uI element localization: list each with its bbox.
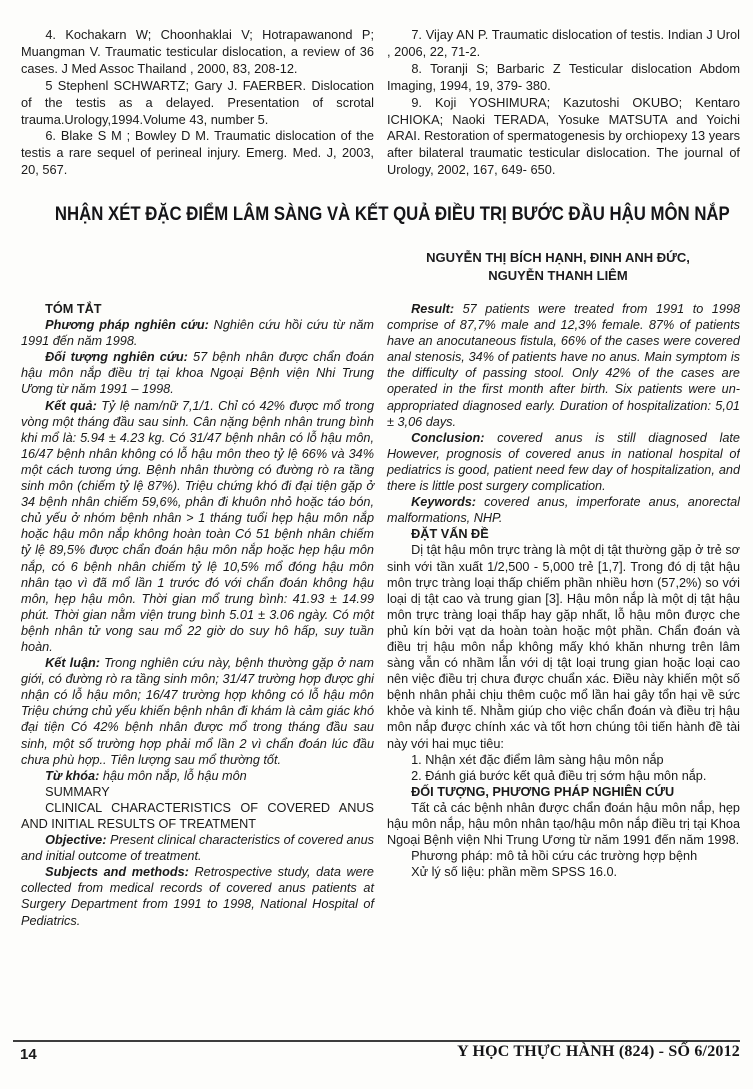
references-section [21, 27, 740, 179]
objective-item: 2. Đánh giá bước kết quả điều trị sớm hậu môn nắp. [411, 768, 707, 783]
right-column [387, 301, 740, 1038]
paragraph-lead: Conclusion: [411, 430, 485, 445]
paragraph-text: Retrospective study, data were collected from medical records of covered anus patients at Surgery Department from 1991 to 1998, National Hospital of Pediatrics. [21, 865, 374, 928]
references-left-column [21, 27, 374, 179]
abstract-paragraph-keywords [21, 768, 374, 784]
reference-item: 9. Koji YOSHIMURA; Kazutoshi OKUBO; Kentaro ICHIOKA; Naoki TERADA, Yosuke MATSUTA and Yoichi ARAI. Restoration of spermatogenesis by orchiopexy 13 years after bilateral traumatic testicular dislocation. The journal of Urology, 2002, 167, 649- 650. [387, 94, 740, 178]
abstract-paragraph-subjects [21, 349, 374, 397]
reference-item: 5 Stephenl SCHWARTZ; Gary J. FAERBER. Dislocation of the testis as a delayed. Presentation of scrotal trauma.Urology,1994.Volume 43, number 5. [21, 77, 374, 127]
paragraph-text: Nghiên cứu hồi cứu từ năm 1991 đến năm 1998. [21, 318, 375, 349]
authors-block [378, 249, 738, 284]
summary-paragraph-subjects [21, 864, 374, 928]
abstract-paragraph-methods [21, 317, 374, 349]
paragraph-lead: Subjects and methods: [45, 865, 189, 880]
article-body [21, 301, 740, 1038]
reference-item: 4. Kochakarn W; Choonhaklai V; Hotrapawanond P; Muangman V. Traumatic testicular dislocation, a review of 36 cases. J Med Assoc Thailand , 2000, 83, 208-12. [21, 27, 374, 76]
paragraph-text: hậu môn nắp, lỗ hậu môn [102, 768, 247, 783]
paragraph-lead: Kết quả: [45, 398, 97, 413]
summary-paragraph-result [387, 301, 740, 430]
reference-item: 7. Vijay AN P. Traumatic dislocation of testis. Indian J Urol , 2006, 22, 71-2. [387, 27, 740, 59]
footer-divider [13, 1040, 740, 1042]
reference-item: 6. Blake S M ; Bowley D M. Traumatic dislocation of the testis a rare sequel of perineal injury. Emerg. Med. J, 2003, 20, 567. [21, 128, 374, 178]
methods-paragraph: Tất cả các bệnh nhân được chẩn đoán hậu môn nắp, hẹp hậu môn nắp, hậu môn nhân tạo/hậu môn nắp điều trị tại Khoa Ngoại Bệnh viện Nhi Trung Ương từ năm 1991 đến năm 1998. [387, 800, 740, 848]
reference-item: 8. Toranji S; Barbaric Z Testicular dislocation Abdom Imaging, 1994, 19, 379- 380. [387, 60, 740, 93]
paragraph-text: Tỷ lệ nam/nữ 7,1/1. Chỉ có 42% được mổ trong vòng một tháng đầu sau sinh. Cân nặng bệnh nhân trung bình khi mổ là: 5.94 ± 4.23 kg. Có 31/47 bệnh nhân có lỗ hậu môn, 16/47 bệnh nhân không có lỗ hậu môn theo tỷ lệ 66% và 34% một cách tương ứng. Bệnh nhân thường có đường rò ra tầng sinh môn (chiếm tỷ lệ 87%). Triệu chứng khó đi đại tiện gặp ở 34 bệnh nhân chiếm 59,6%, phân đi khuôn nhỏ hoặc táo bón, chủ yếu ở nhóm bệnh nhân > 1 tháng tuổi hẹp hậu môn nắp hoặc hậu môn nắp không hoàn toàn Có 51 bệnh nhân chiếm tỷ lệ 89,5% được chẩn đoán hậu môn nắp hoặc hẹp hậu môn nắp, có 6 bệnh nhân chiếm tỷ lệ 10,5% mổ đóng hậu môn nhân tạo vì đã mổ lần 1 trước đó với chẩn đoán không hậu môn, hẹp hậu môn. Thời gian mổ trung bình: 41.93 ± 14.99 phút. Thời gian nằm viện trung bình 5.01 ± 3.06 ngày. Có một bệnh nhân tử vong sau mổ 22 giờ do suy hô hấp, suy tuần hoàn. [21, 398, 374, 654]
methods-paragraph: Xử lý số liệu: phần mềm SPSS 16.0. [411, 865, 618, 880]
summary-paragraph-conclusion [387, 430, 740, 494]
intro-paragraph: Dị tật hậu môn trực tràng là một dị tật thường gặp ở trẻ sơ sinh với tần xuất 1/2,500 - 5,000 trẻ [1,7]. Trong đó dị tật hậu môn trực tràng loại thấp chiếm phần nhiều hơn (57,2%) so với loại dị tật cao và trung gian [3]. Hậu môn nắp là một dị tật hậu môn trực tràng loại thấp hay gặp nhất, lỗ hậu môn được che phủ kín bởi vạt da hoàn toàn hoặc một phần. Chẩn đoán và điều trị hậu môn nắp không mấy khó khăn nhưng trên lâm sàng vẫn có nhầm lẫn với dị tật loại trung gian hoặc loại cao nên việc điều trị chưa được chuẩn xác. Điều này khiến một số bệnh nhân phải chịu thêm cuộc mổ lần hai gây tổn hại về sức khỏe và kinh tế. Nhằm giúp cho việc chẩn đoán và điều trị hậu môn nắp được chính xác và tốt hơn chúng tôi tiến hành đề tài này với hai mục tiêu: [387, 543, 740, 751]
summary-paragraph-objective [21, 832, 374, 864]
authors-line: NGUYỄN THỊ BÍCH HẠNH, ĐINH ANH ĐỨC, [426, 250, 690, 265]
paragraph-lead: Objective: [45, 833, 107, 848]
paragraph-lead: Result: [411, 302, 455, 316]
summary-paragraph-keywords [387, 494, 740, 526]
paragraph-lead: Đối tượng nghiên cứu: [45, 350, 188, 365]
paragraph-text: Present clinical characteristics of covered anus and initial outcome of treatment. [21, 833, 374, 864]
references-right-column [387, 27, 740, 179]
paragraph-text: Trong nghiên cứu này, bệnh thường gặp ở nam giới, có đường rò ra tầng sinh môn; 31/47 trường hợp được ghi nhận có lỗ hậu môn; 16/47 trường hợp không có lỗ hậu môn Triệu chứng chủ yếu khiến bệnh nhân đi khám là cảm giác khó đại tiện Có 42% bệnh nhân được mổ trong tháng đầu sau sinh, một số trường hợp phải mổ lần 2 vì chẩn đoán lúc đầu chưa phù hợp.. Tiên lượng sau mổ thường tốt. [21, 656, 374, 767]
objective-item: 1. Nhận xét đặc điểm lâm sàng hậu môn nắp [411, 752, 664, 767]
paragraph-lead: Phương pháp nghiên cứu: [45, 318, 209, 333]
abstract-paragraph-conclusion [21, 655, 374, 768]
methods-heading: ĐỐI TƯỢNG, PHƯƠNG PHÁP NGHIÊN CỨU [411, 784, 675, 799]
paragraph-text: covered anus is still diagnosed late However, prognosis of covered anus in national hospital of pediatrics is good, patient need few day of hospitalization, and there is little post surgery complication. [387, 430, 740, 494]
article-title-text: NHẬN XÉT ĐẶC ĐIỂM LÂM SÀNG VÀ KẾT QUẢ ĐIỀU TRỊ BƯỚC ĐẦU HẬU MÔN NẮP [54, 203, 730, 225]
intro-heading: ĐẶT VẤN ĐỀ [411, 527, 489, 542]
page-number: 14 [20, 1046, 37, 1063]
paragraph-text: covered anus, imperforate anus, anorectal malformations, NHP. [387, 495, 740, 526]
summary-title: CLINICAL CHARACTERISTICS OF COVERED ANUS AND INITIAL RESULTS OF TREATMENT [21, 800, 374, 831]
journal-name: Y HỌC THỰC HÀNH (824) - SỐ 6/2012 [457, 1043, 740, 1060]
paragraph-text: 57 patients were treated from 1991 to 1998 comprise of 87,7% male and 12,3% female. 87% of patients have an anocutaneous fistula, 66% of the cases were covered anal stenosis, 34% of patients have no anus. Main symptom is the difficulty of passing stool. Only 42% of the cases are operated in the first month after birth. Six patients were un-appropriated diagnosed early. Duration of hospitalization: 5,01 ± 3,06 days. [387, 302, 740, 429]
paragraph-text: 57 bệnh nhân được chẩn đoán hậu môn nắp điều trị tại khoa Ngoại Bệnh viện Nhi Trung Ương từ năm 1991 – 1998. [21, 350, 375, 397]
left-column [21, 301, 374, 1038]
paragraph-lead: Keywords: [411, 495, 476, 510]
paragraph-lead: Từ khóa: [45, 768, 100, 783]
abstract-paragraph-results [21, 398, 374, 656]
paragraph-lead: Kết luận: [45, 656, 100, 671]
authors-line: NGUYỄN THANH LIÊM [488, 267, 628, 283]
abstract-heading: TÓM TẮT [45, 302, 102, 316]
methods-paragraph: Phương pháp: mô tả hồi cứu các trường hợp bệnh [411, 849, 698, 864]
summary-heading: SUMMARY [45, 784, 110, 799]
article-title [0, 203, 753, 226]
